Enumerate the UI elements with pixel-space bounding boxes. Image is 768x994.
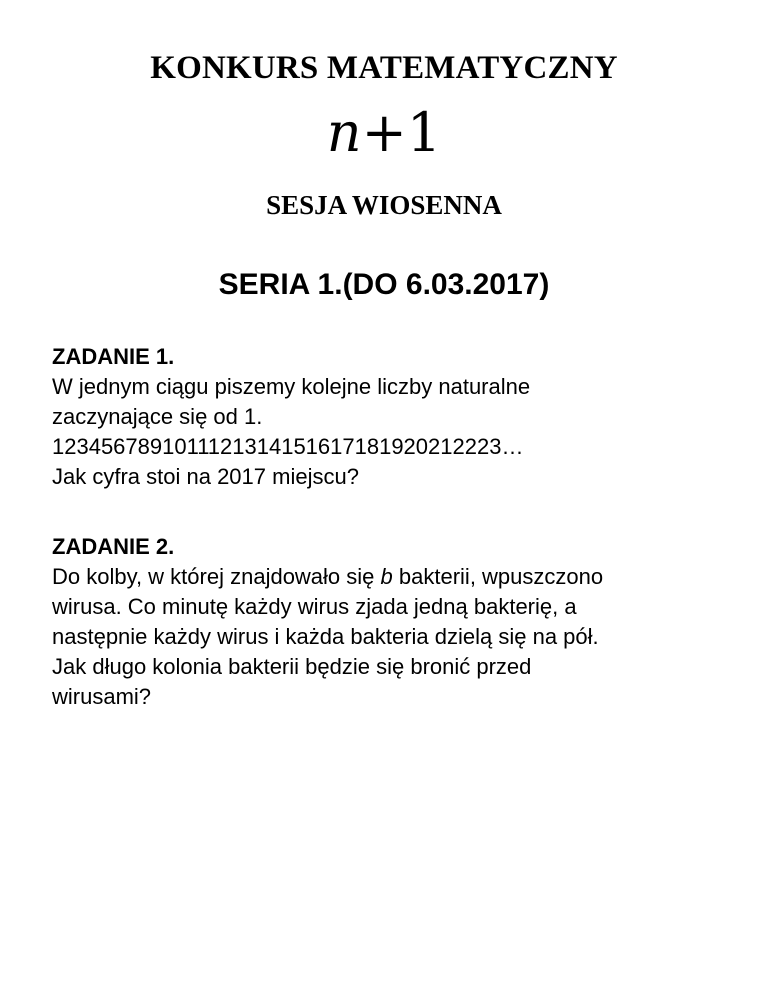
task-1-line-1: W jednym ciągu piszemy kolejne liczby naturalne — [52, 374, 531, 399]
task-1-heading: ZADANIE 1. — [52, 344, 175, 369]
task-2-line-2: wirusa. Co minutę każdy wirus zjada jedną bakterię, a — [52, 594, 577, 619]
task-2-line-1-start: Do kolby, w której znajdowało się — [52, 564, 381, 589]
task-2-line-1-end: bakterii, wpuszczono — [392, 564, 604, 589]
task-2-line-4: Jak długo kolonia bakterii będzie się bronić przed — [52, 654, 532, 679]
task-1-line-2: zaczynające się od 1. — [52, 404, 263, 429]
session-title: SESJA WIOSENNA — [266, 190, 502, 220]
task-2 — [52, 532, 732, 712]
task-1-question: Jak cyfra stoi na 2017 miejscu? — [52, 464, 359, 489]
contest-title: KONKURS MATEMATYCZNY — [150, 50, 618, 86]
task-2-line-1 — [52, 562, 732, 592]
task-1 — [52, 342, 732, 492]
task-2-line-5: wirusami? — [52, 684, 152, 709]
task-1-sequence: 1234567891011121314151617181920212223… — [52, 434, 524, 459]
task-2-heading: ZADANIE 2. — [52, 534, 175, 559]
task-2-line-3: następnie każdy wirus i każda bakteria dzielą się na pół. — [52, 624, 599, 649]
formula-suffix: +1 — [361, 101, 442, 164]
formula-variable: n — [326, 101, 362, 164]
task-2-variable-b: b — [380, 564, 393, 589]
contest-logo-formula — [0, 103, 768, 163]
series-heading: SERIA 1.(DO 6.03.2017) — [218, 268, 550, 301]
